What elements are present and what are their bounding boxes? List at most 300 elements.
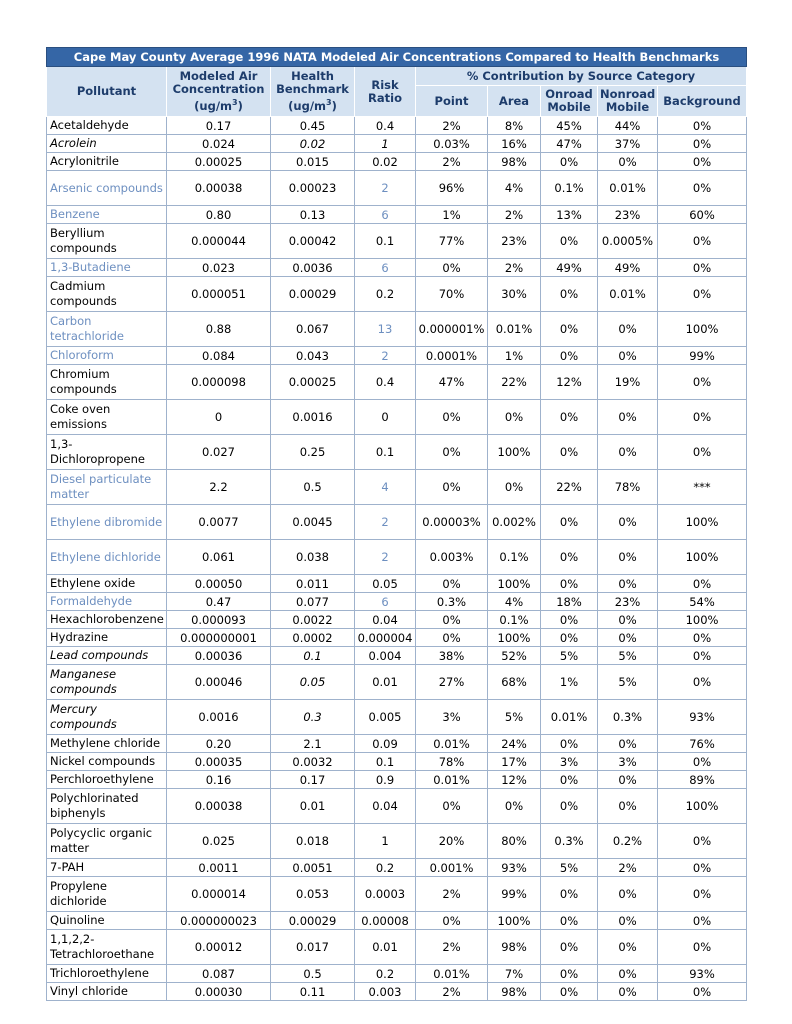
area-percent: 30% xyxy=(488,277,541,312)
header-risk-line2: Ratio xyxy=(368,90,402,105)
onroad-percent: 0% xyxy=(541,505,598,540)
benchmark-value: 0.01 xyxy=(271,789,355,824)
table-row xyxy=(47,700,747,735)
area-percent: 98% xyxy=(488,930,541,965)
pollutant-name: Coke oven emissions xyxy=(47,400,167,435)
table-row xyxy=(47,365,747,400)
concentration-value: 0.000014 xyxy=(167,877,271,912)
point-percent: 0% xyxy=(416,470,488,505)
concentration-value: 0.0016 xyxy=(167,700,271,735)
pollutant-name: Ethylene dibromide xyxy=(47,505,167,540)
area-percent: 5% xyxy=(488,700,541,735)
concentration-value: 0.47 xyxy=(167,593,271,611)
background-percent: 0% xyxy=(658,877,747,912)
risk-ratio-value: 0 xyxy=(355,400,416,435)
point-percent: 20% xyxy=(416,824,488,859)
table-row xyxy=(47,347,747,365)
pollutant-name: Vinyl chloride xyxy=(47,983,167,1001)
point-percent: 1% xyxy=(416,206,488,224)
nonroad-percent: 5% xyxy=(598,665,658,700)
risk-ratio-value: 0.005 xyxy=(355,700,416,735)
onroad-percent: 0% xyxy=(541,575,598,593)
area-percent: 0% xyxy=(488,470,541,505)
pollutant-name: Acetaldehyde xyxy=(47,117,167,135)
onroad-percent: 0% xyxy=(541,153,598,171)
concentration-value: 0.000044 xyxy=(167,224,271,259)
benchmark-value: 0.0022 xyxy=(271,611,355,629)
area-percent: 23% xyxy=(488,224,541,259)
table-row xyxy=(47,735,747,753)
concentration-value: 0.000093 xyxy=(167,611,271,629)
concentration-value: 0.000000001 xyxy=(167,629,271,647)
nonroad-percent: 0.01% xyxy=(598,171,658,206)
pollutant-name: 1,1,2,2-Tetrachloroethane xyxy=(47,930,167,965)
area-percent: 0% xyxy=(488,400,541,435)
point-percent: 0.3% xyxy=(416,593,488,611)
table-row xyxy=(47,824,747,859)
point-percent: 0.03% xyxy=(416,135,488,153)
area-percent: 24% xyxy=(488,735,541,753)
benchmark-value: 0.0051 xyxy=(271,859,355,877)
onroad-percent: 18% xyxy=(541,593,598,611)
nonroad-percent: 0% xyxy=(598,611,658,629)
background-percent: 76% xyxy=(658,735,747,753)
pollutant-name: Nickel compounds xyxy=(47,753,167,771)
risk-ratio-value: 0.1 xyxy=(355,224,416,259)
background-percent: 0% xyxy=(658,224,747,259)
risk-ratio-value: 4 xyxy=(355,470,416,505)
pollutant-name: Chloroform xyxy=(47,347,167,365)
point-percent: 2% xyxy=(416,153,488,171)
background-percent: 100% xyxy=(658,789,747,824)
table-row xyxy=(47,665,747,700)
header-benchmark-unit-end: ) xyxy=(331,98,337,113)
header-concentration-unit-end: ) xyxy=(237,98,243,113)
concentration-value: 0.00012 xyxy=(167,930,271,965)
background-percent: 100% xyxy=(658,312,747,347)
point-percent: 0.01% xyxy=(416,735,488,753)
background-percent: 0% xyxy=(658,665,747,700)
benchmark-value: 0.0002 xyxy=(271,629,355,647)
benchmark-value: 2.1 xyxy=(271,735,355,753)
area-percent: 8% xyxy=(488,117,541,135)
nonroad-percent: 0% xyxy=(598,877,658,912)
risk-ratio-value: 0.01 xyxy=(355,665,416,700)
background-percent: 0% xyxy=(658,171,747,206)
risk-ratio-value: 0.05 xyxy=(355,575,416,593)
concentration-value: 0.00036 xyxy=(167,647,271,665)
risk-ratio-value: 2 xyxy=(355,347,416,365)
concentration-value: 0.80 xyxy=(167,206,271,224)
risk-ratio-value: 0.4 xyxy=(355,117,416,135)
concentration-value: 0.0077 xyxy=(167,505,271,540)
onroad-percent: 0.3% xyxy=(541,824,598,859)
header-benchmark xyxy=(271,67,355,117)
concentration-value: 0.00038 xyxy=(167,171,271,206)
nonroad-percent: 0% xyxy=(598,153,658,171)
background-percent: *** xyxy=(658,470,747,505)
point-percent: 0% xyxy=(416,575,488,593)
background-percent: 100% xyxy=(658,540,747,575)
concentration-value: 0.027 xyxy=(167,435,271,470)
onroad-percent: 22% xyxy=(541,470,598,505)
header-area: Area xyxy=(488,86,541,117)
pollutant-name: Diesel particulate matter xyxy=(47,470,167,505)
nonroad-percent: 0% xyxy=(598,575,658,593)
concentration-value: 0.00030 xyxy=(167,983,271,1001)
risk-ratio-value: 0.1 xyxy=(355,753,416,771)
onroad-percent: 0% xyxy=(541,877,598,912)
header-concentration-line2: Concentration xyxy=(172,82,265,97)
table-row xyxy=(47,277,747,312)
pollutant-name: Mercury compounds xyxy=(47,700,167,735)
onroad-percent: 0% xyxy=(541,435,598,470)
onroad-percent: 49% xyxy=(541,259,598,277)
concentration-value: 2.2 xyxy=(167,470,271,505)
concentration-value: 0 xyxy=(167,400,271,435)
background-percent: 0% xyxy=(658,629,747,647)
header-concentration-unit-exp: 3 xyxy=(232,98,238,108)
header-background: Background xyxy=(658,86,747,117)
nonroad-percent: 0% xyxy=(598,312,658,347)
point-percent: 96% xyxy=(416,171,488,206)
header-benchmark-line1: Health xyxy=(291,69,334,84)
pollutant-name: Carbon tetrachloride xyxy=(47,312,167,347)
background-percent: 93% xyxy=(658,965,747,983)
area-percent: 100% xyxy=(488,435,541,470)
area-percent: 0.1% xyxy=(488,540,541,575)
background-percent: 100% xyxy=(658,611,747,629)
onroad-percent: 0% xyxy=(541,347,598,365)
risk-ratio-value: 0.2 xyxy=(355,277,416,312)
pollutant-name: Propylene dichloride xyxy=(47,877,167,912)
table-row xyxy=(47,930,747,965)
point-percent: 0.01% xyxy=(416,965,488,983)
benchmark-value: 0.00042 xyxy=(271,224,355,259)
point-percent: 0.003% xyxy=(416,540,488,575)
table-row xyxy=(47,647,747,665)
header-onroad-line2: Mobile xyxy=(547,100,591,114)
concentration-value: 0.16 xyxy=(167,771,271,789)
point-percent: 2% xyxy=(416,117,488,135)
table-row xyxy=(47,593,747,611)
nonroad-percent: 0% xyxy=(598,771,658,789)
table-row xyxy=(47,117,747,135)
header-benchmark-unit-exp: 3 xyxy=(326,98,332,108)
area-percent: 2% xyxy=(488,259,541,277)
benchmark-table-container xyxy=(46,47,746,1001)
header-nonroad-line1: Nonroad xyxy=(600,87,656,101)
benchmark-value: 0.077 xyxy=(271,593,355,611)
onroad-percent: 0.01% xyxy=(541,700,598,735)
onroad-percent: 13% xyxy=(541,206,598,224)
risk-ratio-value: 0.9 xyxy=(355,771,416,789)
onroad-percent: 0% xyxy=(541,735,598,753)
benchmark-value: 0.067 xyxy=(271,312,355,347)
nonroad-percent: 2% xyxy=(598,859,658,877)
table-body xyxy=(47,117,747,1001)
benchmark-value: 0.13 xyxy=(271,206,355,224)
area-percent: 99% xyxy=(488,877,541,912)
onroad-percent: 12% xyxy=(541,365,598,400)
pollutant-name: Acrylonitrile xyxy=(47,153,167,171)
concentration-value: 0.024 xyxy=(167,135,271,153)
risk-ratio-value: 0.2 xyxy=(355,859,416,877)
risk-ratio-value: 2 xyxy=(355,505,416,540)
onroad-percent: 0% xyxy=(541,611,598,629)
concentration-value: 0.0011 xyxy=(167,859,271,877)
onroad-percent: 0% xyxy=(541,540,598,575)
background-percent: 89% xyxy=(658,771,747,789)
pollutant-name: Chromium compounds xyxy=(47,365,167,400)
pollutant-name: 7-PAH xyxy=(47,859,167,877)
area-percent: 98% xyxy=(488,153,541,171)
point-percent: 0.00003% xyxy=(416,505,488,540)
table-title: Cape May County Average 1996 NATA Modeled Air Concentrations Compared to Health Benchmarks xyxy=(47,48,747,67)
point-percent: 3% xyxy=(416,700,488,735)
risk-ratio-value: 6 xyxy=(355,259,416,277)
pollutant-name: 1,3-Dichloropropene xyxy=(47,435,167,470)
area-percent: 100% xyxy=(488,629,541,647)
area-percent: 80% xyxy=(488,824,541,859)
nonroad-percent: 0% xyxy=(598,400,658,435)
area-percent: 98% xyxy=(488,983,541,1001)
nonroad-percent: 0.0005% xyxy=(598,224,658,259)
risk-ratio-value: 0.04 xyxy=(355,789,416,824)
table-row xyxy=(47,312,747,347)
risk-ratio-value: 0.4 xyxy=(355,365,416,400)
concentration-value: 0.20 xyxy=(167,735,271,753)
header-concentration xyxy=(167,67,271,117)
pollutant-name: Hydrazine xyxy=(47,629,167,647)
concentration-value: 0.88 xyxy=(167,312,271,347)
benchmark-value: 0.043 xyxy=(271,347,355,365)
nonroad-percent: 0% xyxy=(598,930,658,965)
point-percent: 77% xyxy=(416,224,488,259)
risk-ratio-value: 0.09 xyxy=(355,735,416,753)
table-header xyxy=(47,48,747,117)
table-row xyxy=(47,206,747,224)
benchmark-value: 0.3 xyxy=(271,700,355,735)
table-row xyxy=(47,153,747,171)
background-percent: 0% xyxy=(658,117,747,135)
nonroad-percent: 0.2% xyxy=(598,824,658,859)
point-percent: 0% xyxy=(416,400,488,435)
table-row xyxy=(47,470,747,505)
onroad-percent: 0% xyxy=(541,965,598,983)
risk-ratio-value: 2 xyxy=(355,540,416,575)
header-risk-ratio xyxy=(355,67,416,117)
concentration-value: 0.00035 xyxy=(167,753,271,771)
point-percent: 0.01% xyxy=(416,771,488,789)
onroad-percent: 47% xyxy=(541,135,598,153)
nonroad-percent: 0.3% xyxy=(598,700,658,735)
concentration-value: 0.000000023 xyxy=(167,912,271,930)
onroad-percent: 5% xyxy=(541,647,598,665)
background-percent: 0% xyxy=(658,647,747,665)
area-percent: 4% xyxy=(488,593,541,611)
background-percent: 0% xyxy=(658,153,747,171)
header-onroad-line1: Onroad xyxy=(545,87,593,101)
point-percent: 0% xyxy=(416,629,488,647)
table-row xyxy=(47,435,747,470)
concentration-value: 0.000098 xyxy=(167,365,271,400)
table-row xyxy=(47,575,747,593)
nonroad-percent: 49% xyxy=(598,259,658,277)
point-percent: 70% xyxy=(416,277,488,312)
onroad-percent: 1% xyxy=(541,665,598,700)
header-benchmark-unit: (ug/m xyxy=(288,98,326,113)
pollutant-name: Formaldehyde xyxy=(47,593,167,611)
pollutant-name: Arsenic compounds xyxy=(47,171,167,206)
risk-ratio-value: 0.000004 xyxy=(355,629,416,647)
nonroad-percent: 44% xyxy=(598,117,658,135)
background-percent: 0% xyxy=(658,824,747,859)
table-row xyxy=(47,400,747,435)
header-concentration-line1: Modeled Air xyxy=(179,69,258,84)
onroad-percent: 0% xyxy=(541,312,598,347)
benchmark-value: 0.0045 xyxy=(271,505,355,540)
benchmark-value: 0.053 xyxy=(271,877,355,912)
header-nonroad-line2: Mobile xyxy=(605,100,650,114)
area-percent: 0% xyxy=(488,789,541,824)
background-percent: 0% xyxy=(658,575,747,593)
background-percent: 0% xyxy=(658,400,747,435)
onroad-percent: 45% xyxy=(541,117,598,135)
background-percent: 60% xyxy=(658,206,747,224)
area-percent: 16% xyxy=(488,135,541,153)
table-row xyxy=(47,789,747,824)
benchmark-value: 0.02 xyxy=(271,135,355,153)
benchmark-value: 0.018 xyxy=(271,824,355,859)
area-percent: 17% xyxy=(488,753,541,771)
benchmark-value: 0.0032 xyxy=(271,753,355,771)
pollutant-name: Benzene xyxy=(47,206,167,224)
onroad-percent: 0% xyxy=(541,629,598,647)
concentration-value: 0.000051 xyxy=(167,277,271,312)
background-percent: 0% xyxy=(658,277,747,312)
table-row xyxy=(47,540,747,575)
benchmark-value: 0.00023 xyxy=(271,171,355,206)
point-percent: 0.001% xyxy=(416,859,488,877)
table-row xyxy=(47,135,747,153)
pollutant-name: Polycyclic organic matter xyxy=(47,824,167,859)
concentration-value: 0.17 xyxy=(167,117,271,135)
point-percent: 78% xyxy=(416,753,488,771)
concentration-value: 0.00046 xyxy=(167,665,271,700)
benchmark-value: 0.015 xyxy=(271,153,355,171)
point-percent: 2% xyxy=(416,877,488,912)
risk-ratio-value: 1 xyxy=(355,824,416,859)
nonroad-percent: 3% xyxy=(598,753,658,771)
point-percent: 2% xyxy=(416,930,488,965)
pollutant-name: Ethylene oxide xyxy=(47,575,167,593)
benchmark-value: 0.038 xyxy=(271,540,355,575)
background-percent: 0% xyxy=(658,135,747,153)
nonroad-percent: 23% xyxy=(598,206,658,224)
risk-ratio-value: 0.01 xyxy=(355,930,416,965)
pollutant-name: Trichloroethylene xyxy=(47,965,167,983)
air-concentration-table xyxy=(46,47,747,1001)
background-percent: 99% xyxy=(658,347,747,365)
onroad-percent: 0% xyxy=(541,930,598,965)
risk-ratio-value: 0.003 xyxy=(355,983,416,1001)
area-percent: 100% xyxy=(488,912,541,930)
benchmark-value: 0.00029 xyxy=(271,277,355,312)
nonroad-percent: 0% xyxy=(598,505,658,540)
pollutant-name: 1,3-Butadiene xyxy=(47,259,167,277)
background-percent: 0% xyxy=(658,435,747,470)
nonroad-percent: 0% xyxy=(598,983,658,1001)
table-row xyxy=(47,171,747,206)
nonroad-percent: 0% xyxy=(598,347,658,365)
area-percent: 12% xyxy=(488,771,541,789)
onroad-percent: 3% xyxy=(541,753,598,771)
table-row xyxy=(47,771,747,789)
risk-ratio-value: 0.1 xyxy=(355,435,416,470)
table-row xyxy=(47,859,747,877)
risk-ratio-value: 13 xyxy=(355,312,416,347)
background-percent: 0% xyxy=(658,859,747,877)
pollutant-name: Hexachlorobenzene xyxy=(47,611,167,629)
pollutant-name: Ethylene dichloride xyxy=(47,540,167,575)
onroad-percent: 0% xyxy=(541,771,598,789)
risk-ratio-value: 0.02 xyxy=(355,153,416,171)
risk-ratio-value: 6 xyxy=(355,593,416,611)
area-percent: 1% xyxy=(488,347,541,365)
risk-ratio-value: 0.004 xyxy=(355,647,416,665)
benchmark-value: 0.5 xyxy=(271,965,355,983)
point-percent: 0% xyxy=(416,789,488,824)
area-percent: 22% xyxy=(488,365,541,400)
area-percent: 0.1% xyxy=(488,611,541,629)
benchmark-value: 0.45 xyxy=(271,117,355,135)
concentration-value: 0.061 xyxy=(167,540,271,575)
background-percent: 54% xyxy=(658,593,747,611)
area-percent: 68% xyxy=(488,665,541,700)
benchmark-value: 0.05 xyxy=(271,665,355,700)
background-percent: 0% xyxy=(658,259,747,277)
table-row xyxy=(47,629,747,647)
pollutant-name: Acrolein xyxy=(47,135,167,153)
header-nonroad-mobile xyxy=(598,86,658,117)
background-percent: 0% xyxy=(658,365,747,400)
background-percent: 100% xyxy=(658,505,747,540)
benchmark-value: 0.00025 xyxy=(271,365,355,400)
onroad-percent: 0% xyxy=(541,277,598,312)
nonroad-percent: 0% xyxy=(598,735,658,753)
table-row xyxy=(47,965,747,983)
header-contribution-group: % Contribution by Source Category xyxy=(416,67,747,86)
benchmark-value: 0.0016 xyxy=(271,400,355,435)
point-percent: 0% xyxy=(416,435,488,470)
point-percent: 0% xyxy=(416,912,488,930)
header-risk-line1: Risk xyxy=(371,77,399,92)
benchmark-value: 0.1 xyxy=(271,647,355,665)
point-percent: 47% xyxy=(416,365,488,400)
area-percent: 4% xyxy=(488,171,541,206)
point-percent: 2% xyxy=(416,983,488,1001)
concentration-value: 0.00038 xyxy=(167,789,271,824)
area-percent: 93% xyxy=(488,859,541,877)
point-percent: 0% xyxy=(416,611,488,629)
nonroad-percent: 0% xyxy=(598,789,658,824)
nonroad-percent: 0% xyxy=(598,540,658,575)
header-concentration-unit: (ug/m xyxy=(194,98,232,113)
concentration-value: 0.087 xyxy=(167,965,271,983)
concentration-value: 0.023 xyxy=(167,259,271,277)
pollutant-name: Methylene chloride xyxy=(47,735,167,753)
